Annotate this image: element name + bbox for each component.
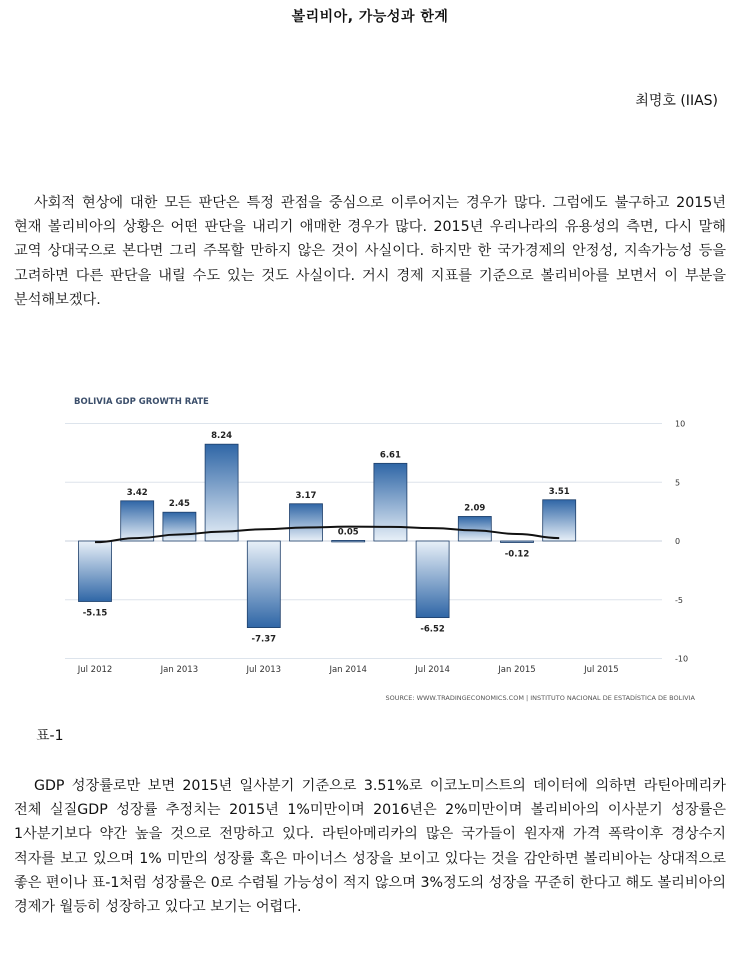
bar — [458, 516, 491, 541]
bar — [416, 541, 449, 618]
x-tick-label: Jul 2012 — [77, 665, 113, 675]
bar-value-label: 2.09 — [464, 503, 486, 514]
bar — [163, 512, 196, 541]
y-tick-label: -10 — [675, 654, 689, 664]
document-title: 볼리비아, 가능성과 한계 — [291, 9, 449, 25]
bar-value-label: -7.37 — [251, 634, 277, 645]
bar — [332, 540, 365, 542]
x-tick-label: Jul 2015 — [584, 665, 619, 675]
y-tick-label: -5 — [675, 595, 683, 605]
y-tick-label: 5 — [675, 478, 681, 488]
author: 최명호 (IIAS) — [635, 93, 718, 109]
chart-source: SOURCE: WWW.TRADINGECONOMICS.COM | INSTITUTO NACIONAL DE ESTADÍSTICA DE BOLIVIA — [385, 694, 695, 702]
x-tick-label: Jan 2013 — [160, 665, 199, 675]
chart-svg — [47, 382, 727, 712]
bar-value-label: 6.61 — [379, 450, 401, 461]
x-tick-label: Jan 2015 — [498, 665, 536, 675]
figure-caption: 표-1 — [36, 728, 64, 744]
bar-value-label: 3.42 — [126, 487, 148, 498]
bar — [543, 500, 576, 541]
chart-title: BOLIVIA GDP GROWTH RATE — [74, 397, 209, 407]
bar — [501, 541, 534, 543]
paragraph-analysis: GDP 성장률로만 보면 2015년 일사분기 기준으로 3.51%로 이코노미스트의 데이터에 의하면 라틴아메리카 전체 실질GDP 성장률 추정치는 2015년 1%미만이며 2016년은 2%미만이며 볼리비아의 이사분기 성장률은 1사분기보다 약간 높을 것으로 전망하고 있다. 라틴아메리카의 많은 국가들이 원자재 가격 폭락이후 경상수지 적자를 보고 있으며 1% 미만의 성장률 혹은 마이너스 성장을 보이고 있다는 것을 감안하면 볼리비아는 상대적으로 좋은 편이나 표-1처럼 성장률은 0로 수렴될 가능성이 적지 않으며 3%정도의 성장을 꾸준히 한다고 해도 볼리비아의 경제가 월등히 성장하고 있다고 보기는 어렵다. — [14, 778, 726, 916]
x-tick-label: Jan 2014 — [329, 665, 367, 675]
bar — [290, 504, 323, 541]
chart-x-ticks — [77, 665, 619, 675]
bar-value-label: -6.52 — [420, 624, 445, 635]
x-tick-label: Jul 2013 — [246, 665, 282, 675]
bar — [247, 541, 280, 628]
bar — [79, 541, 112, 602]
paragraph-intro: 사회적 현상에 대한 모든 판단은 특정 관점을 중심으로 이루어지는 경우가 많다. 그럼에도 불구하고 2015년 현재 볼리비아의 상황은 어떤 판단을 내리기 애매한 경우가 많다. 2015년 우리나라의 유용성의 측면, 다시 말해 교역 상대국으로 본다면 그리 주목할 만하지 않은 것이 사실이다. 하지만 한 국가경제의 안정성, 지속가능성 등을 고려하면 다른 판단을 내릴 수도 있는 것도 사실이다. 거시 경제 지표를 기준으로 볼리비아를 보면서 이 부분을 분석해보겠다. — [14, 195, 726, 308]
gdp-growth-chart — [47, 382, 727, 712]
chart-y-ticks — [675, 420, 688, 664]
bar-value-label: -0.12 — [504, 549, 530, 560]
y-tick-label: 0 — [675, 537, 681, 546]
bar — [205, 444, 238, 541]
bar-value-label: 2.45 — [168, 499, 190, 510]
bar — [121, 501, 154, 541]
x-tick-label: Jul 2014 — [415, 665, 450, 675]
chart-value-labels — [83, 431, 570, 644]
bar — [374, 463, 407, 541]
bar-value-label: 0.05 — [337, 527, 359, 538]
y-tick-label: 10 — [675, 419, 686, 429]
bar-value-label: 3.17 — [295, 490, 317, 501]
bar-value-label: 8.24 — [211, 431, 233, 442]
bar-value-label: 3.51 — [548, 486, 570, 497]
bar-value-label: -5.15 — [82, 608, 108, 619]
